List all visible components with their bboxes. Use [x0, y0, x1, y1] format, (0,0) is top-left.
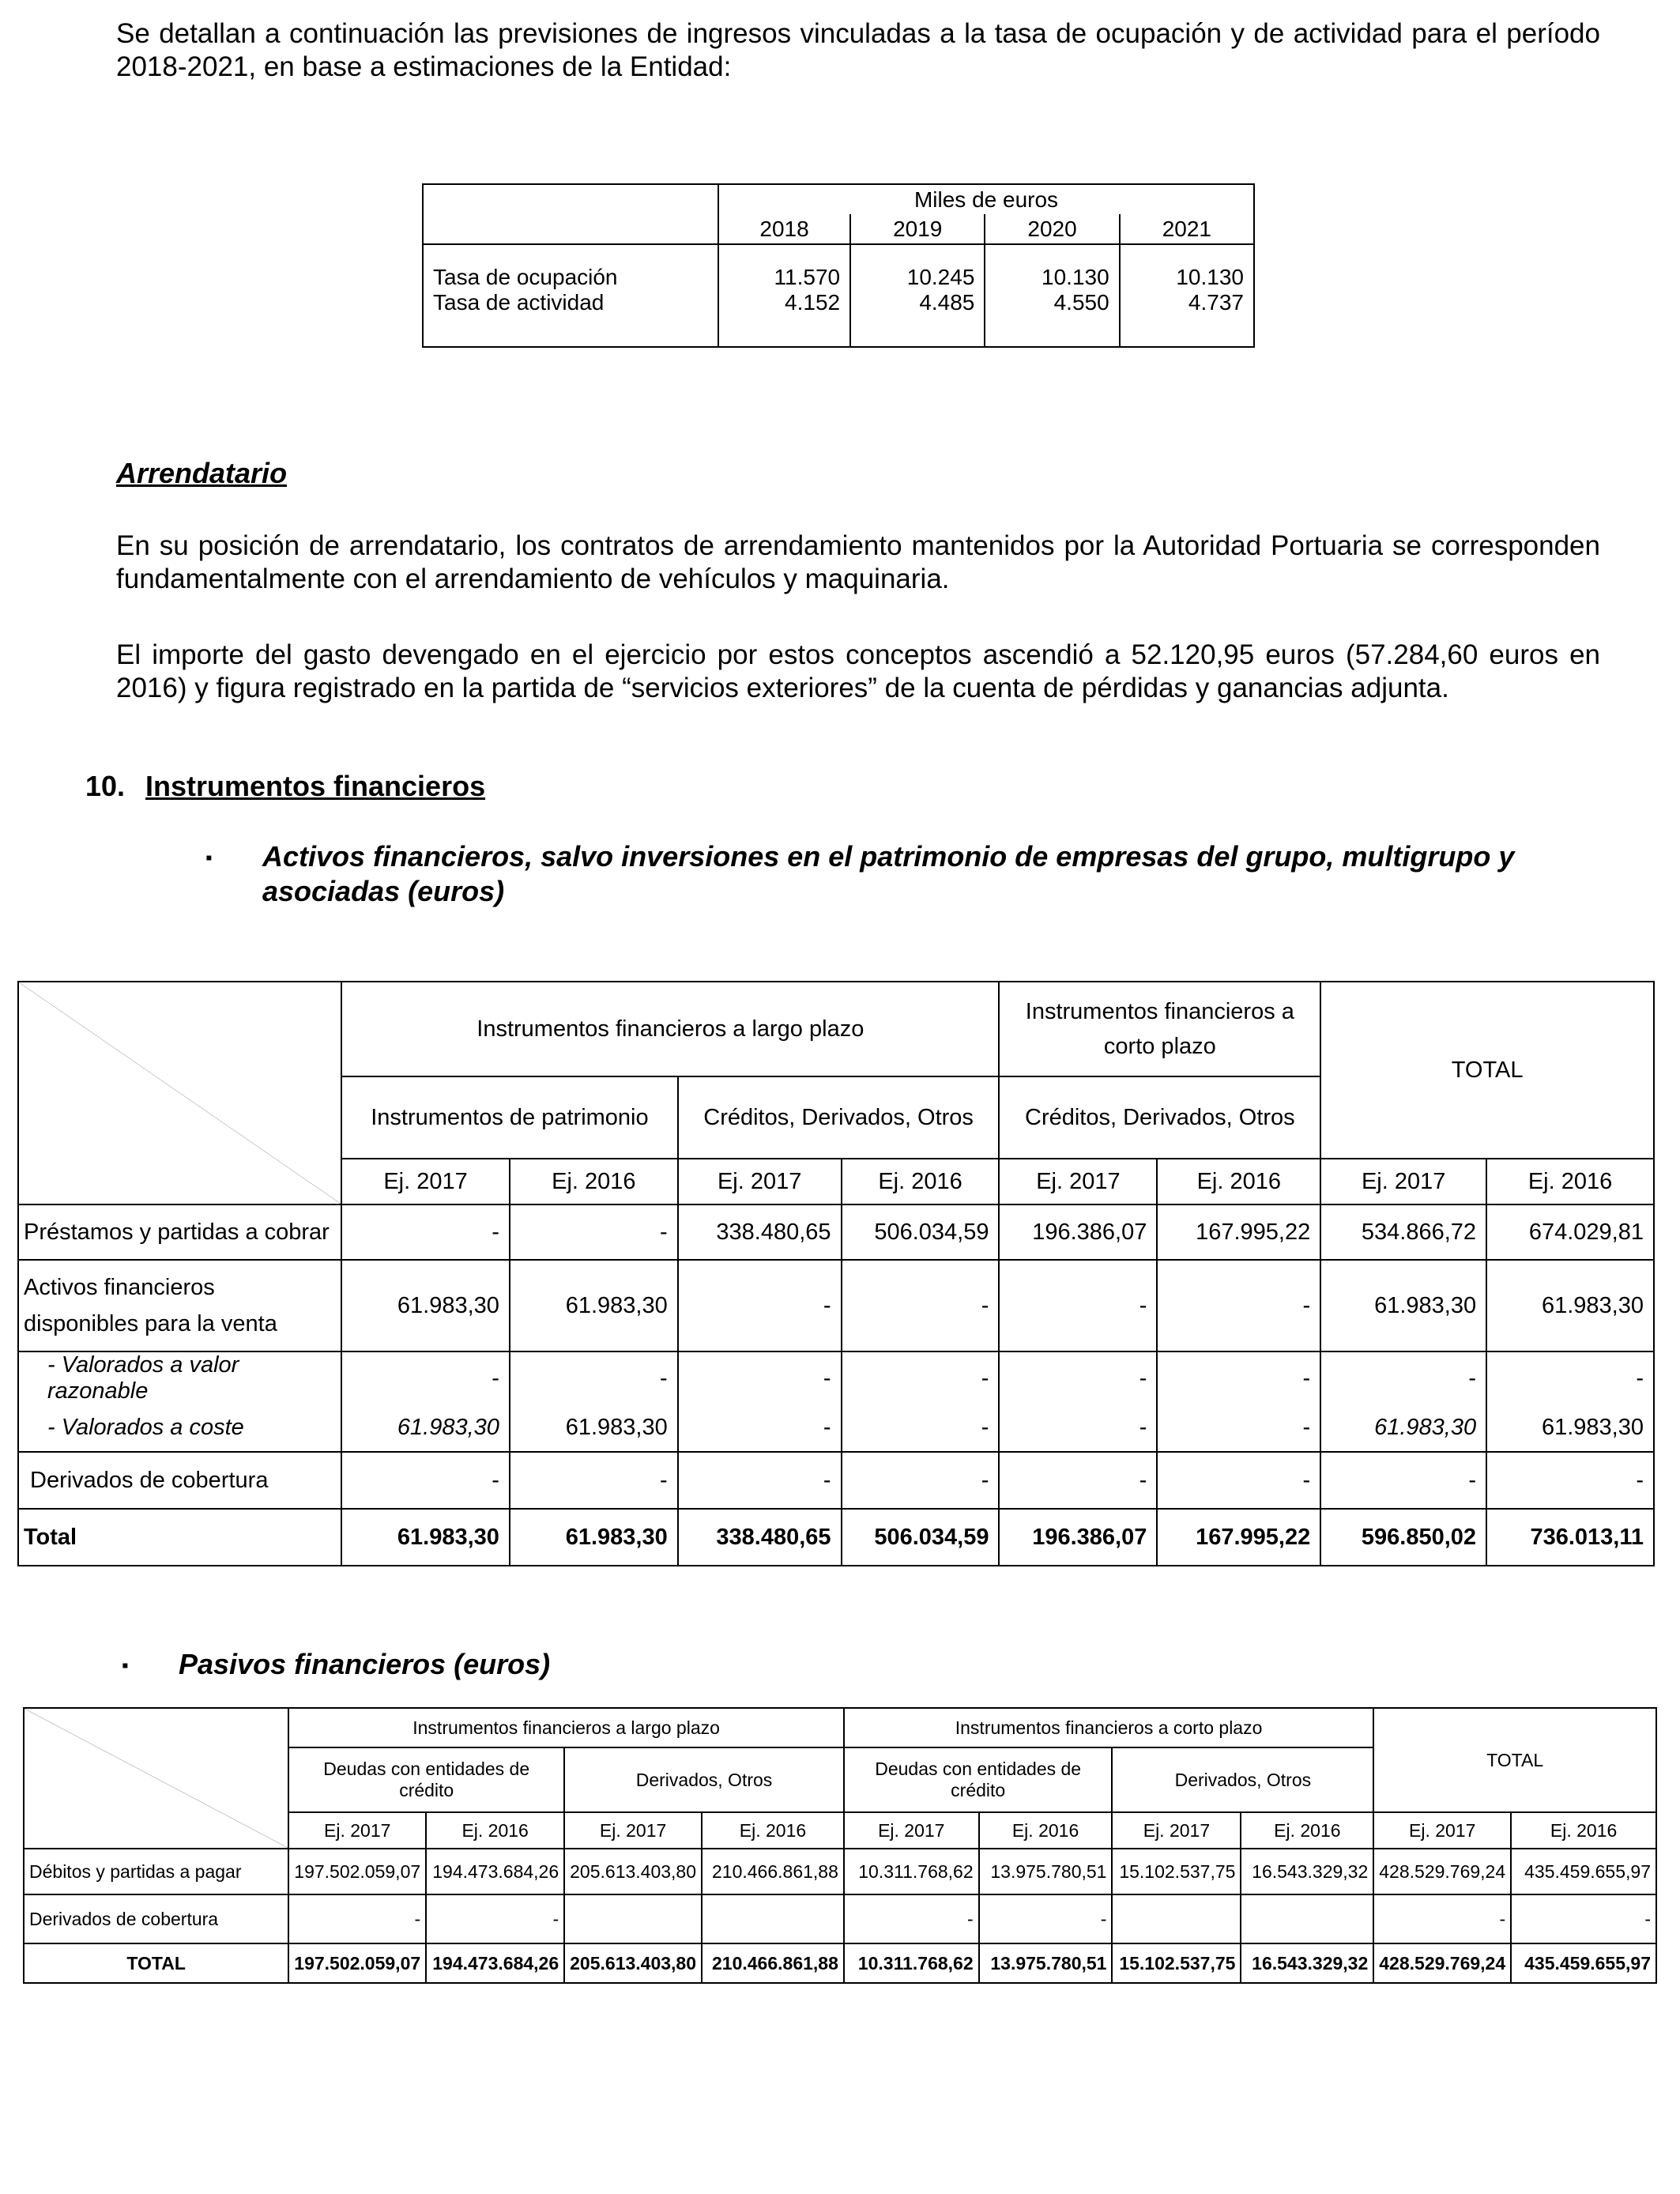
liabilities-year: Ej. 2017	[844, 1812, 979, 1849]
assets-cell: -	[678, 1452, 842, 1509]
assets-cell: -	[999, 1452, 1157, 1509]
assets-cell: 61.983,30	[1486, 1404, 1654, 1452]
liabilities-year: Ej. 2016	[1511, 1812, 1656, 1849]
forecast-cell: 4.152	[718, 290, 850, 347]
table-row	[18, 1351, 1654, 1404]
liabilities-cell: -	[844, 1894, 979, 1943]
liabilities-cell: 197.502.059,07	[288, 1849, 426, 1894]
forecast-unit-header: Miles de euros	[718, 184, 1254, 214]
assets-cell: -	[1157, 1404, 1320, 1452]
table-row	[24, 1894, 1656, 1943]
forecast-cell: 4.737	[1120, 290, 1254, 347]
assets-cell: 596.850,02	[1320, 1509, 1486, 1566]
liabilities-cell: 16.543.329,32	[1241, 1943, 1373, 1983]
assets-cell: -	[999, 1351, 1157, 1404]
forecast-year: 2021	[1120, 214, 1254, 244]
table-row	[423, 290, 1254, 347]
liabilities-cell	[702, 1894, 844, 1943]
assets-year: Ej. 2016	[842, 1159, 1000, 1204]
arrendatario-heading: Arrendatario	[116, 457, 288, 489]
assets-cell: -	[842, 1452, 1000, 1509]
liabilities-row-label: Débitos y partidas a pagar	[24, 1849, 288, 1894]
assets-header-corto: Instrumentos financieros a corto plazo	[999, 982, 1320, 1076]
liabilities-header-derivados-largo: Derivados, Otros	[564, 1747, 844, 1812]
assets-cell: -	[1320, 1452, 1486, 1509]
assets-cell: -	[1320, 1351, 1486, 1404]
assets-cell: -	[999, 1260, 1157, 1351]
assets-year: Ej. 2016	[1486, 1159, 1654, 1204]
assets-header-creditos-largo: Créditos, Derivados, Otros	[678, 1076, 1000, 1159]
forecast-year: 2020	[985, 214, 1119, 244]
assets-cell: 61.983,30	[1320, 1260, 1486, 1351]
assets-cell: -	[842, 1260, 1000, 1351]
assets-cell: 61.983,30	[510, 1260, 678, 1351]
assets-header-creditos-corto: Créditos, Derivados, Otros	[999, 1076, 1320, 1159]
forecast-cell: 10.130	[985, 244, 1119, 290]
assets-cell: -	[510, 1351, 678, 1404]
table-row	[18, 1404, 1654, 1452]
assets-cell: -	[1486, 1351, 1654, 1404]
liabilities-cell: 428.529.769,24	[1373, 1849, 1511, 1894]
forecast-row-label: Tasa de ocupación	[423, 244, 718, 290]
table-row	[423, 244, 1254, 290]
assets-cell: 61.983,30	[510, 1404, 678, 1452]
assets-cell: -	[842, 1351, 1000, 1404]
liabilities-cell: 194.473.684,26	[426, 1943, 564, 1983]
liabilities-cell	[1241, 1894, 1373, 1943]
assets-year: Ej. 2017	[999, 1159, 1157, 1204]
assets-table	[17, 981, 1655, 1566]
assets-header-patrimonio: Instrumentos de patrimonio	[341, 1076, 678, 1159]
assets-cell: -	[341, 1351, 510, 1404]
assets-cell: 61.983,30	[341, 1260, 510, 1351]
diagonal-line	[19, 982, 341, 1204]
section-heading	[85, 770, 485, 803]
assets-cell: 167.995,22	[1157, 1204, 1320, 1260]
assets-cell: 61.983,30	[510, 1509, 678, 1566]
liabilities-year: Ej. 2016	[426, 1812, 564, 1849]
assets-header-total: TOTAL	[1320, 982, 1654, 1159]
liabilities-year: Ej. 2016	[702, 1812, 844, 1849]
liabilities-cell: 10.311.768,62	[844, 1849, 979, 1894]
assets-cell: 506.034,59	[842, 1204, 1000, 1260]
assets-corner-cell	[18, 982, 341, 1204]
liabilities-cell: 13.975.780,51	[979, 1849, 1113, 1894]
assets-year: Ej. 2017	[341, 1159, 510, 1204]
table-row	[24, 1943, 1656, 1983]
liabilities-year: Ej. 2017	[1373, 1812, 1511, 1849]
liabilities-cell: 428.529.769,24	[1373, 1943, 1511, 1983]
table-row	[18, 1260, 1654, 1351]
assets-row-label: - Valorados a coste	[18, 1404, 341, 1452]
assets-cell: 196.386,07	[999, 1509, 1157, 1566]
assets-row-label: - Valorados a valor razonable	[18, 1351, 341, 1404]
liabilities-cell: 435.459.655,97	[1511, 1943, 1656, 1983]
forecast-cell: 10.245	[850, 244, 985, 290]
liabilities-cell: 197.502.059,07	[288, 1943, 426, 1983]
assets-cell: 338.480,65	[678, 1204, 842, 1260]
forecast-cell: 4.485	[850, 290, 985, 347]
assets-cell: 674.029,81	[1486, 1204, 1654, 1260]
assets-cell: -	[510, 1204, 678, 1260]
section-title: Instrumentos financieros	[145, 770, 486, 802]
forecast-cell: 10.130	[1120, 244, 1254, 290]
assets-cell: -	[678, 1260, 842, 1351]
liabilities-header-corto: Instrumentos financieros a corto plazo	[844, 1708, 1373, 1747]
bullet-icon: ▪	[122, 1655, 129, 1676]
assets-cell: 61.983,30	[341, 1404, 510, 1452]
liabilities-cell: 435.459.655,97	[1511, 1849, 1656, 1894]
liabilities-header-derivados-corto: Derivados, Otros	[1112, 1747, 1373, 1812]
assets-title-text: Activos financieros, salvo inversiones en el patrimonio de empresas del grupo, multigrupo y asociadas (euros)	[262, 840, 1515, 907]
forecast-corner-cell	[423, 184, 718, 244]
assets-row-label: Activos financieros disponibles para la venta	[18, 1260, 341, 1351]
assets-title	[205, 839, 1606, 909]
assets-cell: -	[678, 1351, 842, 1404]
assets-cell: 736.013,11	[1486, 1509, 1654, 1566]
assets-year: Ej. 2017	[678, 1159, 842, 1204]
assets-cell: 534.866,72	[1320, 1204, 1486, 1260]
liabilities-year: Ej. 2016	[979, 1812, 1113, 1849]
liabilities-cell: -	[979, 1894, 1113, 1943]
arrendatario-paragraph-2: El importe del gasto devengado en el ejercicio por estos conceptos ascendió a 52.120,95 euros (57.284,60 euros en 2016) y figura registrado en la partida de “servicios exteriores” de la cuenta de pérdidas y ganancias adjunta.	[116, 639, 1600, 703]
assets-cell: -	[341, 1452, 510, 1509]
liabilities-cell: 16.543.329,32	[1241, 1849, 1373, 1894]
liabilities-cell: -	[1373, 1894, 1511, 1943]
arrendatario-paragraph-1: En su posición de arrendatario, los contratos de arrendamiento mantenidos por la Autoridad Portuaria se corresponden fundamentalmente con el arrendamiento de vehículos y maquinaria.	[116, 530, 1600, 594]
assets-cell: 61.983,30	[1320, 1404, 1486, 1452]
assets-cell: 61.983,30	[1486, 1260, 1654, 1351]
liabilities-year: Ej. 2017	[1112, 1812, 1241, 1849]
assets-year: Ej. 2016	[510, 1159, 678, 1204]
table-row	[18, 1509, 1654, 1566]
assets-cell: 506.034,59	[842, 1509, 1000, 1566]
assets-cell: -	[842, 1404, 1000, 1452]
liabilities-cell	[564, 1894, 702, 1943]
assets-cell: 196.386,07	[999, 1204, 1157, 1260]
liabilities-cell: 10.311.768,62	[844, 1943, 979, 1983]
bullet-icon: ▪	[205, 847, 213, 869]
liabilities-cell: -	[426, 1894, 564, 1943]
assets-cell: 61.983,30	[341, 1509, 510, 1566]
liabilities-cell: 205.613.403,80	[564, 1943, 702, 1983]
intro-paragraph: Se detallan a continuación las previsiones de ingresos vinculadas a la tasa de ocupación y de actividad para el período 2018-2021, en base a estimaciones de la Entidad:	[116, 18, 1600, 82]
liabilities-cell	[1112, 1894, 1241, 1943]
assets-row-label: Derivados de cobertura	[18, 1452, 341, 1509]
section-number: 10.	[85, 770, 126, 802]
assets-header-largo: Instrumentos financieros a largo plazo	[341, 982, 999, 1076]
liabilities-title	[122, 1647, 1127, 1682]
forecast-year: 2019	[850, 214, 985, 244]
liabilities-cell: 15.102.537,75	[1112, 1943, 1241, 1983]
liabilities-cell: 210.466.861,88	[702, 1943, 844, 1983]
assets-cell: -	[1486, 1452, 1654, 1509]
liabilities-title-text: Pasivos financieros (euros)	[179, 1648, 551, 1680]
forecast-table	[422, 183, 1255, 348]
assets-cell: -	[1157, 1351, 1320, 1404]
liabilities-cell: 210.466.861,88	[702, 1849, 844, 1894]
liabilities-cell: 13.975.780,51	[979, 1943, 1113, 1983]
assets-cell: -	[1157, 1260, 1320, 1351]
forecast-row-label: Tasa de actividad	[423, 290, 718, 347]
assets-cell: 167.995,22	[1157, 1509, 1320, 1566]
liabilities-cell: -	[1511, 1894, 1656, 1943]
liabilities-corner-cell	[24, 1708, 288, 1849]
forecast-year: 2018	[718, 214, 850, 244]
assets-row-label: Total	[18, 1509, 341, 1566]
forecast-cell: 4.550	[985, 290, 1119, 347]
diagonal-line	[24, 1709, 288, 1848]
assets-cell: -	[341, 1204, 510, 1260]
liabilities-table	[23, 1707, 1657, 1984]
liabilities-cell: -	[288, 1894, 426, 1943]
liabilities-row-label: TOTAL	[24, 1943, 288, 1983]
liabilities-header-deudas-largo: Deudas con entidades de crédito	[288, 1747, 564, 1812]
liabilities-row-label: Derivados de cobertura	[24, 1894, 288, 1943]
assets-year: Ej. 2017	[1320, 1159, 1486, 1204]
liabilities-header-deudas-corto: Deudas con entidades de crédito	[844, 1747, 1113, 1812]
assets-cell: -	[999, 1404, 1157, 1452]
assets-cell: -	[678, 1404, 842, 1452]
assets-row-label: Préstamos y partidas a cobrar	[18, 1204, 341, 1260]
table-row	[18, 1452, 1654, 1509]
liabilities-year: Ej. 2017	[288, 1812, 426, 1849]
liabilities-header-largo: Instrumentos financieros a largo plazo	[288, 1708, 844, 1747]
assets-cell: -	[510, 1452, 678, 1509]
assets-year: Ej. 2016	[1157, 1159, 1320, 1204]
table-row	[24, 1849, 1656, 1894]
forecast-cell: 11.570	[718, 244, 850, 290]
liabilities-cell: 205.613.403,80	[564, 1849, 702, 1894]
table-row	[18, 1204, 1654, 1260]
assets-cell: 338.480,65	[678, 1509, 842, 1566]
liabilities-year: Ej. 2017	[564, 1812, 702, 1849]
liabilities-cell: 15.102.537,75	[1112, 1849, 1241, 1894]
assets-cell: -	[1157, 1452, 1320, 1509]
liabilities-year: Ej. 2016	[1241, 1812, 1373, 1849]
liabilities-cell: 194.473.684,26	[426, 1849, 564, 1894]
liabilities-header-total: TOTAL	[1373, 1708, 1656, 1812]
